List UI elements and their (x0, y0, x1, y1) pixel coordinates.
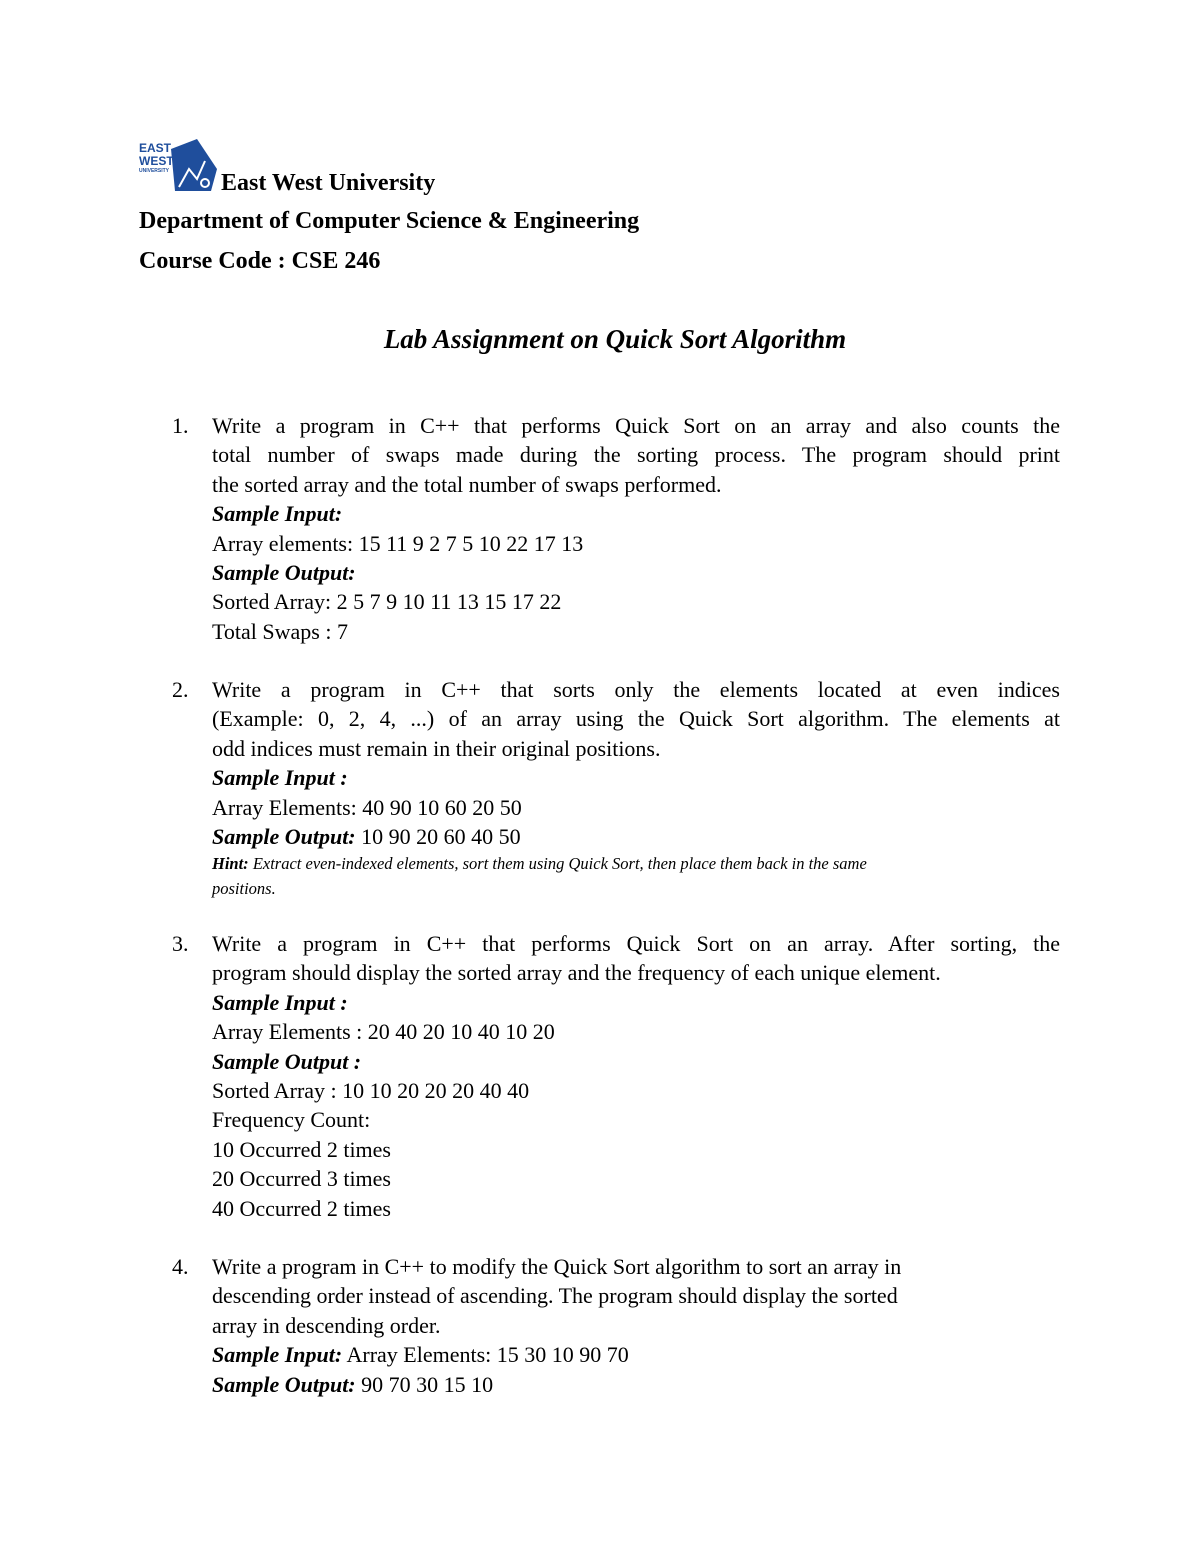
question-text-line: Write a program in C++ that performs Quick Sort on an array and also counts the (212, 413, 1060, 438)
university-logo-icon (139, 139, 219, 193)
question-text-line: the sorted array and the total number of swaps performed. (212, 471, 722, 497)
sample-input-label: Sample Input : (212, 765, 348, 791)
logo-text-west: WEST (139, 154, 174, 168)
logo-text-university: UNIVERSITY (139, 168, 170, 174)
logo-text-east: EAST (139, 141, 172, 155)
question-text-line: (Example: 0, 2, 4, ...) of an array using the Quick Sort algorithm. The elements at (212, 706, 1060, 732)
sample-output-label: Sample Output : (212, 1048, 362, 1074)
page-title: Lab Assignment on Quick Sort Algorithm (383, 324, 847, 354)
sample-input-label: Sample Input: (212, 1342, 343, 1368)
hint-label: Hint: (212, 854, 249, 874)
question-text-line: program should display the sorted array and the frequency of each unique element. (212, 960, 941, 986)
question-text-line: Write a program in C++ that sorts only the elements located at even indices (212, 677, 1060, 702)
department-name: Department of Computer Science & Engineering (139, 208, 640, 234)
sample-output-label: Sample Output: (212, 560, 356, 586)
sample-input-value: Array elements: 15 11 9 2 7 5 10 22 17 13 (212, 530, 584, 556)
sample-output-value: 40 Occurred 2 times (212, 1195, 391, 1221)
question-2 (172, 675, 1060, 901)
sample-output-label: Sample Output: (212, 824, 356, 850)
question-number: 1. (172, 413, 189, 438)
sample-output-value: 20 Occurred 3 times (212, 1166, 391, 1192)
question-text-line: descending order instead of ascending. The program should display the sorted (212, 1283, 898, 1309)
question-text-line: array in descending order. (212, 1312, 441, 1338)
sample-output-value: 10 90 20 60 40 50 (361, 824, 521, 850)
question-text-line: Write a program in C++ that performs Quick Sort on an array. After sorting, the (212, 931, 1060, 956)
question-text-line: total number of swaps made during the sorting process. The program should print (212, 442, 1060, 468)
hint-text: Extract even-indexed elements, sort them using Quick Sort, then place them back in the same (252, 854, 867, 874)
sample-input-label: Sample Input : (212, 989, 348, 1015)
sample-output-value: 10 Occurred 2 times (212, 1136, 391, 1162)
question-text-line: odd indices must remain in their original positions. (212, 735, 661, 761)
sample-input-value: Array Elements: 40 90 10 60 20 50 (212, 794, 522, 820)
sample-input-value: Array Elements : 20 40 20 10 40 10 20 (212, 1019, 555, 1045)
sample-output-value: Sorted Array : 10 10 20 20 20 40 40 (212, 1078, 530, 1104)
sample-output-value: 90 70 30 15 10 (361, 1371, 494, 1397)
sample-output-value: Frequency Count: (212, 1107, 371, 1133)
sample-input-value: Array Elements: 15 30 10 90 70 (346, 1342, 629, 1368)
question-number: 3. (172, 931, 189, 956)
course-code: Course Code : CSE 246 (139, 248, 381, 274)
question-text-line: Write a program in C++ to modify the Quick Sort algorithm to sort an array in (212, 1254, 902, 1279)
sample-output-value: Sorted Array: 2 5 7 9 10 11 13 15 17 22 (212, 589, 562, 615)
sample-input-label: Sample Input: (212, 501, 343, 527)
question-1 (172, 411, 1060, 646)
hint-text: positions. (212, 879, 276, 899)
question-4 (172, 1252, 1060, 1399)
sample-output-value: Total Swaps : 7 (212, 618, 348, 644)
question-number: 4. (172, 1254, 189, 1279)
question-number: 2. (172, 677, 189, 702)
question-3 (172, 929, 1060, 1223)
sample-output-label: Sample Output: (212, 1371, 356, 1397)
university-name: East West University (221, 170, 436, 196)
